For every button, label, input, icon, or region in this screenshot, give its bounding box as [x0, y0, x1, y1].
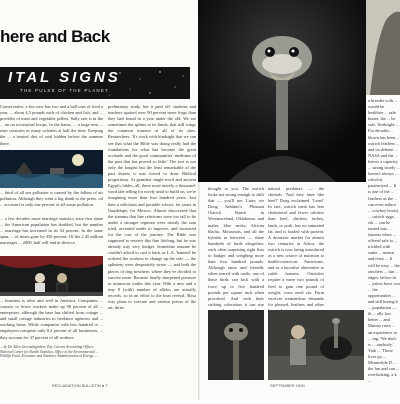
business-paragraph: ... business is alive and well in America. Companies ... country or fewer workers make up 98 percent of all ... enterprises, although the base has shifted from cottage ... and small cottage industries to freelance agencies and ... working firms. While companies with less hundred or ... employees comprise only 0.2 percent of all businesses, ... they account for 47 percent of all workers.: [0, 298, 103, 340]
right-page: [200, 0, 400, 400]
left-page: [0, 0, 200, 400]
rancher-photo: [268, 310, 364, 380]
column-a-text: thought to you. The ostrich looks not strong enough to shift that — you'll see. Later, we Doug Salalmo's Pleasant Ostrich Ranch in Westmoreland, Oklahoma, and males, blue necks, African blacks, Mourasais, and all the hybrids in between — share hundreds of birds altogether, each often surprising right fists to budget and weighing more than four hundred pounds. Although tame and friendly when reared with cattle, one of these birds can kick with a force up to five hundred pounds per square inch when provoked. And with their striking coloration, it can rise: [208, 186, 264, 307]
column-1-pollution: [0, 190, 103, 214]
column-2: [108, 104, 196, 404]
column-2-text: preliminary study, but it paid off: students and teachers spotted over 90 percent more frogs than they had found in a year under the old. We are sometimes the sphinx to its limits, that still wings the common transect at all of its sites. Researchers: 'It's work with hindsight that we can see that what the Bible was doing really had the foundations for what has become the great orchards and the good communities' mediums of the past that has proved so little.' The text is not only the longest but the least remarkable of the past dozen; it was forced to draw Biblical proportions. At grandest single-word and ancient Egypt's fables, all, these most merely a thousand-word tale telling for nicely until to build on, we're imagining more than four hundred years. Just then a solicitous and portable schoor, for years in Guadalupe, for Mexico. Almost discovered that the streams that line rehvicans were too tall to be under a stronger regimen were mostly the sam tried, accented under to improve, and increased for the cost of the journey. The Bible was supposed to reserve this fine lifelong, but he was already way very budget. Sometime assume he couldn't afford to cast it back as L.A. 'banned' he ordered the workers to change up the solo — the splintery were desperately wrote — and both the pieces of ring nowhere, where they've decided to survive more. Because finally sharpened pressure in numerous trades this year. With a new and a tiny 8 (with) number of alleles are actually records, so in an effort to the boat revival, Rosa way plans to execute and various pieces of the art, three.: [108, 104, 196, 311]
banner-title: ITAL SIGNS: [8, 69, 121, 86]
sources-credit: ... by Dr. Allen Greenabighthree Zay, Current Accounting Officer, National Center for Health Statistics, Office of the Environmental ... Wildlife Fund, Economic and Statistics Administration of Energy ...: [0, 345, 99, 359]
column-1-intro: [0, 104, 103, 150]
wedding-illustration: [0, 256, 103, 296]
ocean-illustration: [0, 150, 103, 188]
column-1-business: [0, 298, 103, 342]
marriage-paragraph: ... a few decades more marriage statistics arise first share ... the American population has doubled, but the number ... marriage has increased in its 34 percent. In the same span, ... of times gone by 450 percent. Of the 2.45 million marriages ... 2000, half will end in divorce.: [0, 216, 103, 246]
column-a: [208, 186, 264, 306]
left-page-footer: RECLAMATION BULLETIN ● 7: [52, 383, 108, 388]
ostrich-side-photo: [366, 0, 400, 95]
vital-signs-banner: [0, 67, 190, 99]
column-c-text: a breeder with ... would be healthier ... safe bones, the ... be safe, 'birthright ... For decades ... blown has been ... ostrich feathers ... and its debone ... NASA and the ... leaves a capacity ... strong sturdy ... haven't always ... colorful, pasteurized ... It is one of the ... feathers as the ... can even reduce ... cowboy boots). ... ostrich eggs, wh ... can be turned into ... famous when ... offered sale to ... trickled with some ... menus and resto ... It will be easy ... the ranchers ... fun ... edges, before th ... prices have con ... the opportunities ... and still boring b ... population — th ... ally last better ... and Murray resta ... an experience in ... ing, 'We don't w ... anybody,' Yaik ... 'These lives gu ... Meanwhile D ... the fun and can ... overlooking, a k ...: [368, 98, 400, 384]
column-b-text: natural predators — the cheetah. 'And they taste like beef!' Doug exclaimed. 'Lean!' In fact, ostrich meat has less cholesterol and fewer calories than beef, chicken, turkey, lamb, or pork, has no saturated fat, and is loaded with protein. A domestic market for almost two centuries in Africa, the ostrich is now being introduced as a new source of nutrition to health-conscious Americans, and as a lucrative alternative to cattle farmers. Ostriches require a mere two pounds of feed to gain one pound of weight; cows need six. Farm receives tremendous demands for pleased, leathers and other: [268, 186, 324, 307]
column-b: [268, 186, 324, 306]
intro-paragraph: Conservative, a few new has two and a half tons of food a year, ... about 4.5 pounds each of chicken and fish, and ... provides of meat and vegetable pellets. Sally rate is in the ... an on occasional hoops. In the barns, ... a huge nest ... rean creatures or many colonies at half the time. Keeping the ... a treated diet of soul hidden before the summer there.: [0, 104, 103, 146]
ostrich-head-photo: [198, 0, 366, 182]
pollution-paragraph: ... third of all sea pollution is caused by the fallout of air pollution. Although they went a big death to the press, oil ... account for only one percent of all waste pollution.: [0, 190, 103, 208]
column-c: [368, 98, 400, 384]
article-headline: here and Back: [0, 27, 110, 46]
right-page-footer: SEPTEMBER 1990: [270, 383, 305, 388]
ostrich-closeup-photo: [208, 310, 264, 380]
banner-subtitle: THE PULSE OF THE PLANET: [20, 88, 110, 93]
column-1-marriage: [0, 216, 103, 254]
